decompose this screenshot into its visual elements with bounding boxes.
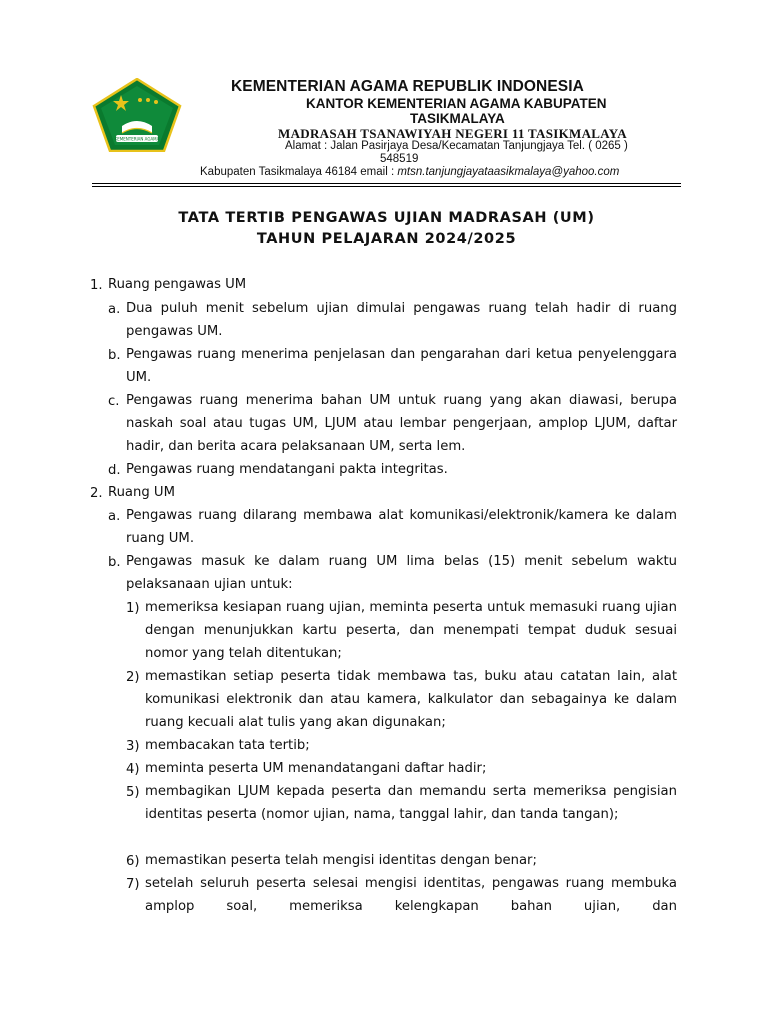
logo-text: KEMENTERIAN AGAMA <box>114 136 160 142</box>
list-item: Dua puluh menit sebelum ujian dimulai pengawas ruang telah hadir di ruang pengawas UM. <box>126 301 677 339</box>
ministry-logo <box>92 78 182 152</box>
section-number: 1. <box>90 278 103 293</box>
item-letter: d. <box>108 463 121 478</box>
subitem-number: 2) <box>126 670 140 685</box>
item-letter: c. <box>108 394 120 409</box>
subitem-number: 3) <box>126 739 140 754</box>
sub-list-item: memastikan peserta telah mengisi identitas dengan benar; <box>145 853 537 868</box>
subitem-number: 7) <box>126 877 140 892</box>
sub-list-item: meminta peserta UM menandatangani daftar hadir; <box>145 761 487 776</box>
section-heading: Ruang pengawas UM <box>108 277 247 292</box>
letterhead-email: mtsn.tanjungjayataasikmalaya@yahoo.com <box>397 166 620 178</box>
letterhead-regency: TASIKMALAYA <box>410 111 505 126</box>
item-letter: a. <box>108 302 121 317</box>
list-item: Pengawas masuk ke dalam ruang UM lima belas (15) menit sebelum waktu pelaksanaan ujian untuk: <box>126 554 677 592</box>
letterhead-ministry: KEMENTERIAN AGAMA REPUBLIK INDONESIA <box>231 78 584 95</box>
letterhead-email-line <box>200 166 619 178</box>
list-item: Pengawas ruang dilarang membawa alat komunikasi/elektronik/kamera ke dalam ruang UM. <box>126 508 677 546</box>
list-item: Pengawas ruang menerima penjelasan dan pengarahan dari ketua penyelenggara UM. <box>126 347 677 385</box>
section-heading: Ruang UM <box>108 485 175 500</box>
letterhead-postal: Kabupaten Tasikmalaya 46184 email : <box>200 166 398 178</box>
list-item: Pengawas ruang menerima bahan UM untuk ruang yang akan diawasi, berupa naskah soal atau tugas UM, LJUM atau lembar pengerjaan, amplop LJUM, daftar hadir, dan berita acara pelaksanaan UM, serta lem. <box>126 393 677 454</box>
letterhead-address: Alamat : Jalan Pasirjaya Desa/Kecamatan Tanjungjaya Tel. ( 0265 ) <box>285 140 628 152</box>
letterhead-office: KANTOR KEMENTERIAN AGAMA KABUPATEN <box>306 96 607 111</box>
subitem-number: 5) <box>126 785 140 800</box>
letterhead-phone: 548519 <box>380 153 419 165</box>
item-letter: b. <box>108 555 121 570</box>
sub-list-item: memastikan setiap peserta tidak membawa tas, buku atau catatan lain, alat komunikasi elektronik dan atau kamera, kalkulator dan sebagainya ke dalam ruang kecuali alat tulis yang akan digunakan; <box>145 669 677 730</box>
sub-list-item: membagikan LJUM kepada peserta dan memandu serta memeriksa pengisian identitas peserta (nomor ujian, nama, tanggal lahir, dan tanda tangan); <box>145 784 677 822</box>
section-number: 2. <box>90 486 103 501</box>
subitem-number: 1) <box>126 601 140 616</box>
letterhead-school: MADRASAH TSANAWIYAH NEGERI 11 TASIKMALAYA <box>278 126 627 141</box>
sub-list-item: membacakan tata tertib; <box>145 738 310 753</box>
letterhead-rule <box>92 183 681 184</box>
letterhead-rule-thin <box>92 186 681 187</box>
sub-list-item: memeriksa kesiapan ruang ujian, meminta peserta untuk memasuki ruang ujian dengan menunjukkan kartu peserta, dan menempati tempat duduk sesuai nomor yang telah ditentukan; <box>145 600 677 661</box>
item-letter: a. <box>108 509 121 524</box>
document-subtitle: TAHUN PELAJARAN 2024/2025 <box>256 231 517 247</box>
sub-list-item: setelah seluruh peserta selesai mengisi identitas, pengawas ruang membuka amplop soal, memeriksa kelengkapan bahan ujian, dan <box>145 876 677 914</box>
item-letter: b. <box>108 348 121 363</box>
document-title: TATA TERTIB PENGAWAS UJIAN MADRASAH (UM) <box>178 210 595 226</box>
subitem-number: 4) <box>126 762 140 777</box>
subitem-number: 6) <box>126 854 140 869</box>
list-item: Pengawas ruang mendatangani pakta integritas. <box>126 462 448 477</box>
